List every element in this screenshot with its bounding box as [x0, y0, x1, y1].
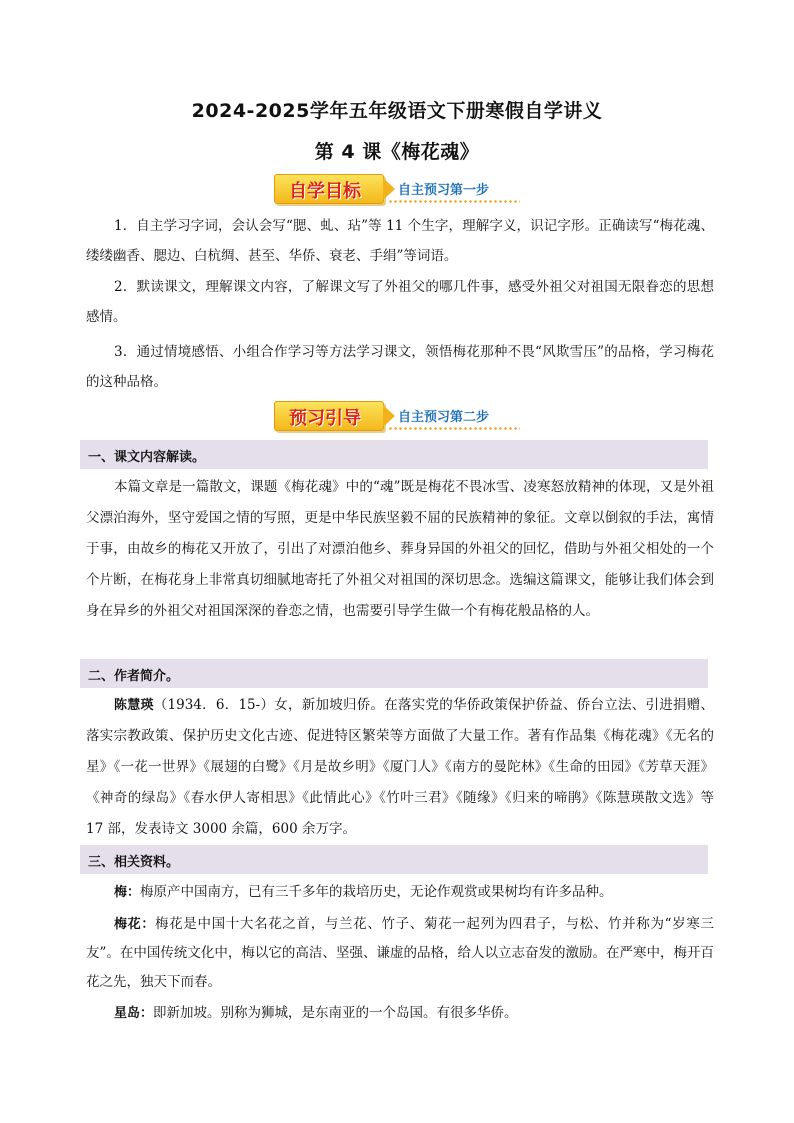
- document-title: 2024-2025学年五年级语文下册寒假自学讲义: [191, 100, 603, 122]
- dotted-underline: [388, 427, 520, 430]
- section-heading-content: [80, 440, 708, 469]
- author-bio-text: （1934．6．15-）女，新加坡归侨。在落实党的华侨政策保护侨益、侨台立法、引进捐赠、落实宗教政策、保护历史文化古迹、促进特区繁荣等方面做了大量工作。著有作品集《梅花魂》《无名的星》《一花一世界》《展翅的白鹭》《月是故乡明》《厦门人》《南方的曼陀林》《生命的田园》《芳草天涯》《神奇的绿岛》《春水伊人寄相思》《此情此心》《竹叶三君》《随缘》《归来的啼鹃》《陈慧瑛散文选》等 17 部，发表诗文 3000 余篇，600 余万字。: [86, 697, 714, 837]
- section-heading-label: 二、作者简介。: [88, 669, 180, 684]
- section-heading-label: 三、相关资料。: [88, 855, 180, 870]
- section-heading-label: 一、课文内容解读。: [88, 450, 206, 465]
- author-name: 陈慧瑛: [114, 698, 154, 713]
- reference-text: 梅花是中国十大名花之首，与兰花、竹子、菊花一起列为四君子，与松、竹并称为“岁寒三友”。在中国传统文化中，梅以它的高洁、坚强、谦虚的品格，给人以立志奋发的激励。在严寒中，梅开百花之先，独天下而春。: [86, 916, 714, 990]
- banner-subtitle: 自主预习第二步: [398, 410, 490, 425]
- section-heading-author: [80, 659, 708, 688]
- preview-guide-banner: [274, 401, 524, 431]
- section-heading-references: [80, 845, 708, 874]
- author-bio: [86, 690, 714, 845]
- reference-term: 梅花：: [114, 917, 155, 932]
- goal-item: 1．自主学习字词，会认会写“腮、虬、玷”等 11 个生字，理解字义，识记字形。正确读写“梅花魂、缕缕幽香、腮边、白杭绸、甚至、华侨、衰老、手绢”等词语。: [86, 218, 714, 264]
- lesson-title: 第 4 课《梅花魂》: [314, 141, 480, 163]
- reference-item: [86, 878, 714, 907]
- banner-tag: [274, 401, 384, 431]
- goal-item: 3．通过情境感悟、小组合作学习等方法学习课文，领悟梅花那种不畏“风欺雪压”的品格，学习梅花的这种品格。: [86, 344, 714, 390]
- reference-term: 星岛：: [114, 1006, 154, 1021]
- reference-text: 即新加坡。别称为狮城，是东南亚的一个岛国。有很多华侨。: [153, 1005, 518, 1021]
- banner-tag-label: 预习引导: [289, 408, 361, 429]
- reference-text: 梅原产中国南方，已有三千多年的栽培历史，无论作观赏或果树均有许多品种。: [140, 884, 613, 900]
- reference-term: 梅：: [114, 885, 141, 900]
- dotted-underline: [388, 200, 520, 203]
- reference-item: [86, 999, 714, 1028]
- banner-subtitle: 自主预习第一步: [398, 183, 490, 198]
- self-study-goals-banner: [274, 174, 524, 204]
- content-analysis-text: 本篇文章是一篇散文，课题《梅花魂》中的“魂”既是梅花不畏冰雪、凌寒怒放精神的体现，又是外祖父漂泊海外，坚守爱国之情的写照，更是中华民族坚毅不屈的民族精神的象征。文章以倒叙的手法，寓情于事，由故乡的梅花又开放了，引出了对漂泊他乡、葬身异国的外祖父的回忆，借助与外祖父相处的一个个片断，在梅花身上非常真切细腻地寄托了外祖父对祖国的深切思念。选编这篇课文，能够让我们体会到身在异乡的外祖父对祖国深深的眷恋之情，也需要引导学生做一个有梅花般品格的人。: [86, 479, 714, 619]
- banner-tag: [274, 174, 384, 204]
- reference-item: [86, 910, 714, 997]
- banner-tag-label: 自学目标: [289, 181, 361, 202]
- goal-item: 2．默读课文，理解课文内容，了解课文写了外祖父的哪几件事，感受外祖父对祖国无限眷恋的思想感情。: [86, 279, 714, 325]
